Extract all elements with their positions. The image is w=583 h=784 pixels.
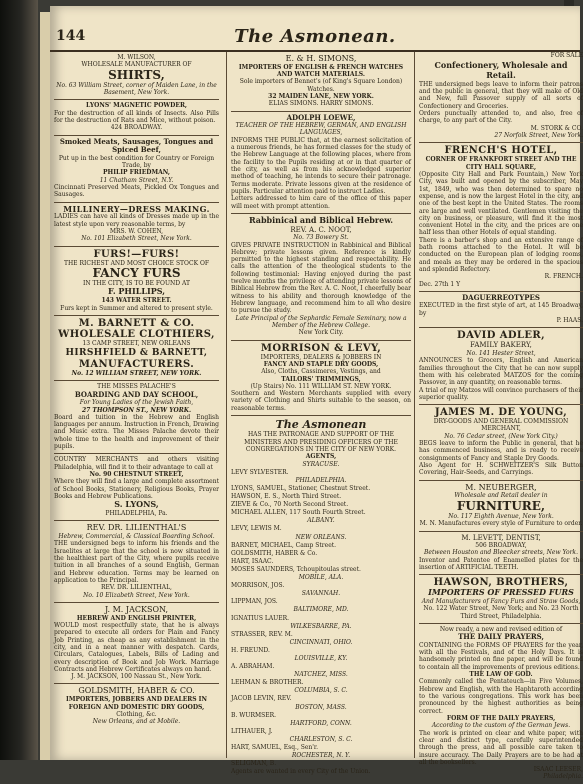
ad-form: FORM OF THE DAILY PRAYERS, xyxy=(446,714,556,722)
ad-note: Furs kept in Summer and altered to present style. xyxy=(60,304,213,312)
ad-de-young xyxy=(419,405,583,481)
agents-list xyxy=(231,461,411,769)
ad-address: No. 63 William Street, corner of Maiden Lane, in the Basement, New York. xyxy=(56,81,217,97)
ad-line: Between Houston and Bleecker streets, New York. xyxy=(424,549,578,557)
ad-address-2: No. 12 WILLIAM STREET, NEW YORK. xyxy=(71,370,202,378)
ad-body: GIVES PRIVATE INSTRUCTION in Rabbinical and Biblical Hebrew; private lessons given. Reference is kindly permitted to the highest standing and respectability. He calls the attention of the theological students to the following testimonial: Having enjoyed during the past twelve months the privilege of attending private lessons of Biblical Hebrew from the Rev. A. C. Noot, I cheerfully bear witness to his ability and thorough knowledge of the Hebrew language, and recommend him to all who desire to pursue the study. xyxy=(231,241,411,315)
ad-line: IMPORTERS, JOBBERS AND DEALERS IN xyxy=(66,696,207,704)
agent-name: LIPPMAN, JOS. xyxy=(231,598,278,606)
ad-address: No. 117 Eighth Avenue, New York. xyxy=(448,512,554,520)
ad-sign: Late Principal of the Sephardic Female Seminary, now a Member of the Hebrew College. xyxy=(235,314,407,329)
ad-address: J. M. JACKSON, 100 Nassau St., New York. xyxy=(71,673,202,681)
ad-furs xyxy=(54,247,219,316)
ad-name: M. BARNETT & CO. xyxy=(78,317,195,329)
agent-name: HART, SAMUEL, Esq., Sen'r. xyxy=(231,744,319,751)
ad-address: 27 Norfolk Street, New York. xyxy=(494,132,583,139)
ad-name: J. M. JACKSON, xyxy=(104,604,169,614)
ad-body: THE undersigned begs to inform his friends and the Israelites at large that the school is now situated in the healthiest part of the City, where pupils receive tuition in all branches of a sound English, German and Hebrew education. Terms may be learned on application to the Principal. xyxy=(54,540,219,584)
ad-line: And Manufacturers of Fancy Furs and Straw Goods, xyxy=(421,598,581,606)
agent-name: MOSES SAUNDERS, Tchoupitoulas street. xyxy=(231,565,361,573)
ad-body: WOULD most respectfully state, that he is always prepared to execute all orders for Plain and Fancy Job Printing, as cheap as any establishment in the city, and in a neat manner with despatch. Cards, Circulars, Catalogues, Labels, Bills of Lading and every description of Book and Job Work. Marriage Contracts and Hebrew Certificates always on hand. xyxy=(54,621,219,673)
ad-title: FURS!—FURS! xyxy=(93,248,180,260)
ad-title: MILLINERY—DRESS MAKING. xyxy=(63,203,210,214)
ad-line: IMPORTERS OF PRESSED FURS xyxy=(428,587,574,598)
agent-name: B. WURMSER. xyxy=(231,711,277,719)
agent-name: SELIGMAN, B. xyxy=(231,760,277,768)
ad-leeser-prayers xyxy=(419,624,583,784)
ad-noot xyxy=(231,214,411,341)
agent-city: NEW ORLEANS. xyxy=(295,533,347,541)
ad-title: THE MISSES PALACHE'S xyxy=(97,383,176,391)
ad-title: REV. DR. LILIENTHAL'S xyxy=(86,523,187,533)
agent-name: MORRISON, JOS. xyxy=(231,582,285,590)
ad-line: FANCY AND STAPLE DRY GOODS, xyxy=(263,360,379,368)
ad-line: TAILORS' TRIMMINGS, xyxy=(281,375,361,383)
ad-body: (Opposite City Hall and Park Fountain,) New York City, was built and opened by the subscriber, May 1st, 1849, who was then determined to spare no expense, and is now the largest Hotel in the city, and one of the best kept in the United States. The rooms are large and well ventilated. Gentlemen visiting the city on business, or pleasure, will find it the most convenient Hotel in the city, and the prices are one half less than other Hotels of equal standing. xyxy=(419,170,583,237)
ad-names: ELIAS SIMONS. HARRY SIMONS. xyxy=(268,100,374,108)
ad-note: Southern and Western Merchants supplied with every variety of Clothing and Shirts suitable to the season, on reasonable terms. xyxy=(231,390,411,412)
ad-name: REV. DR. LILIENTHAL, xyxy=(101,584,172,592)
ad-body: BEGS leave to inform the Public in general, that he has commenced business, and is ready to receive consignments of Fancy and Staple Dry Goods. xyxy=(419,440,583,462)
agent-name: ZIEVE & Co., 70 North Second Street. xyxy=(231,501,349,509)
agent-name: GOLDSMITH, HABER & Co. xyxy=(231,549,318,557)
ad-body: Board and tuition in the Hebrew and English languages per annum. Instruction in French, Drawing and Music extra. The Misses Palache devote their whole time to the health and improvement of their pupils. xyxy=(54,413,219,451)
ad-stork xyxy=(419,59,583,143)
ad-address: 424 BROADWAY. xyxy=(110,124,163,132)
ad-lilienthal xyxy=(54,521,219,603)
ad-name: HAWSON, BROTHERS, xyxy=(433,577,569,589)
agent-name: LYONS, SAMUEL, Stationer, Chestnut Street. xyxy=(231,485,371,492)
ad-title: FRENCH'S HOTEL, xyxy=(444,145,558,157)
ad-body: THE undersigned begs leave to inform their patrons and the public in general, that they will make of Old and New, full Passover supply of all sorts of Confectionery and Groceries. xyxy=(419,80,583,110)
ad-title: LYONS' MAGNETIC POWDER, xyxy=(85,102,188,110)
agent-name: H. FREUND. xyxy=(231,646,270,654)
ad-morrison xyxy=(231,341,411,417)
ad-line: CORNER OF FRANKFORT STREET AND THE CITY HALL SQUARE, xyxy=(425,156,577,171)
ad-line: Wholesale and Retail dealer in xyxy=(454,492,548,500)
agent-city: SYRACUSE. xyxy=(302,460,340,468)
ad-law: THE LAW OF GOD. xyxy=(469,671,533,679)
ad-palache xyxy=(54,381,219,454)
ad-line: TEACHER OF THE HEBREW, GERMAN, AND ENGLISH LANGUAGES, xyxy=(235,122,407,137)
ad-note: M. N. Manufactures every style of Furniture to order. xyxy=(419,520,583,528)
ad-address: (Up Stairs) No. 111 WILLIAM ST. NEW YORK. xyxy=(250,382,392,390)
ad-name: E. & H. SIMONS, xyxy=(285,54,357,63)
ad-name: M. NEUBERGER, xyxy=(465,482,537,492)
agent-name: HART, ISAAC. xyxy=(231,557,274,565)
agent-city: PHILADELPHIA. xyxy=(295,476,347,484)
ad-product: FANCY FURS xyxy=(92,265,181,280)
agent-city: CINCINNATI, OHIO. xyxy=(289,638,353,646)
ad-name: PHILIP FRIEDMAN, xyxy=(103,169,170,177)
ad-hawson xyxy=(419,575,583,624)
agent-city: WILKESBARRE, PA. xyxy=(290,622,352,630)
ad-line: WHOLESALE MANUFACTURER OF xyxy=(81,61,192,69)
ad-name: MRS. W. COHEN, xyxy=(109,228,164,236)
agent-name: LEHMAN & BROTHER. xyxy=(231,679,304,687)
agent-city: ALBANY. xyxy=(307,517,335,525)
ad-date: Dec. 27th 1 Y xyxy=(419,280,461,288)
ad-smoked-meats xyxy=(54,136,219,203)
ad-city: Philadelphia. xyxy=(543,773,583,781)
agent-city: MOBILE, ALA. xyxy=(298,574,344,582)
ad-address: No. 76 Cedar street, (New York City.) xyxy=(444,432,558,440)
ad-title: The Asmonean xyxy=(275,418,367,432)
column-left xyxy=(54,52,219,758)
book-spine xyxy=(0,0,38,760)
ad-body: Put up in the best condition for Country or Foreign Trade, by xyxy=(58,154,215,170)
ad-barnett xyxy=(54,316,219,382)
agent-name: IGNATIUS LAUER. xyxy=(231,614,290,622)
ad-line: BOARDING AND DAY SCHOOL, xyxy=(74,389,199,399)
ad-body: Inventor and Patentee of Enamelled plates for the insertion of ARTIFICIAL TEETH. xyxy=(419,556,583,571)
agent-name: LEVY SYLVESTER. xyxy=(231,468,289,476)
ad-address: 32 MAIDEN LANE, NEW YORK. xyxy=(268,93,374,100)
agent-city: BOSTON, MASS. xyxy=(295,703,347,711)
ad-address: 13 CAMP STREET, NEW ORLEANS xyxy=(82,339,191,347)
ad-body-2: Orders punctually attended to, and also, free of charge, to any part of the City. xyxy=(419,110,583,125)
ad-address: 11 Chatham Street, N.Y. xyxy=(99,176,174,184)
ad-city: PHILADELPHIA, Pa. xyxy=(105,510,168,518)
ad-name: S. LYONS, xyxy=(114,499,159,510)
ad-line: Sole importers of Bennet's (of King's Square London) Watches. xyxy=(239,78,403,93)
ad-trade-2: MANUFACTURERS. xyxy=(78,359,195,371)
ad-body: Where they will find a large and complete assortment of School Books, Stationery, Religious Books, Prayer Books and Hebrew Publications. xyxy=(54,478,219,500)
ad-line: IMPORTERS, DEALERS & JOBBERS IN xyxy=(260,353,382,361)
column-middle xyxy=(226,52,411,776)
ad-line: Hebrew, Commercial, & Classical Boarding School. xyxy=(58,533,215,541)
page xyxy=(50,6,583,781)
ad-asmonean-agents xyxy=(231,416,411,779)
agent-city: ROCHESTER, N. Y. xyxy=(291,752,351,760)
ad-body: For the destruction of all kinds of Insects. Also Pills for the destruction of Rats and Mice, without poison. xyxy=(54,109,219,125)
ad-address: 27 THOMPSON ST., NEW YORK. xyxy=(81,406,192,414)
ad-goldsmith xyxy=(54,684,219,728)
ad-line: According to the custom of the German Jews. xyxy=(431,722,571,730)
ad-body: EXECUTED in the first style of art, at 145 Broadway, by xyxy=(419,302,583,317)
ad-name: M. WILSON, xyxy=(117,54,156,61)
ad-note: Also Agent for H. SCHWEITZER'S Silk Button Covering, Hair-Seeds, and Carryings. xyxy=(419,462,583,477)
agent-name: MICHAEL ALLEN, 117 South Fourth Street. xyxy=(231,509,366,517)
agent-city: CHARLESTON, S. C. xyxy=(289,735,353,743)
ad-body: HAS THE PATRONAGE AND SUPPORT OF THE MINISTERS AND PRESIDING OFFICERS OF THE CONGREGATIONS IN THE CITY OF NEW YORK. xyxy=(244,431,398,454)
ad-title: THE DAILY PRAYERS, xyxy=(458,632,544,642)
ad-note: Letters addressed to him care of the office of this paper will meet with prompt attention. xyxy=(231,195,411,210)
ad-title: Confectionery, Wholesale and Retail. xyxy=(434,60,568,81)
ad-line: For Young Ladies of the Jewish Faith, xyxy=(79,399,194,407)
agent-name: LITHAUER, J. xyxy=(231,727,273,735)
agent-city: SAVANNAH. xyxy=(301,590,341,598)
ad-name: P. HAAS. xyxy=(556,317,583,325)
agent-city: LOUISVILLE, KY. xyxy=(294,654,348,662)
ad-adler xyxy=(419,328,583,405)
ad-name-2: HIRSHFIELD & BARNETT, xyxy=(65,348,208,359)
ad-body: LADIES can have all kinds of Dresses made up in the latest style upon very reasonable terms, by xyxy=(54,213,219,228)
ad-address-2: New York City. xyxy=(298,329,344,337)
ad-trade: FAMILY BAKERY, xyxy=(470,341,532,350)
ad-address: No. 141 Hester Street, xyxy=(466,349,536,357)
ad-wilson xyxy=(54,52,219,100)
ad-levett xyxy=(419,532,583,576)
ad-name: GOLDSMITH, HABER & CO. xyxy=(78,686,195,696)
ad-body-3: The work is printed on clear and white paper, with clear and distinct type, carefully superintended through the press, and all possible care taken to insure accuracy. The Daily Prayers are to be had at all the booksellers. xyxy=(419,729,583,766)
ad-loewe xyxy=(231,112,411,214)
agent-city: BALTIMORE, MD. xyxy=(293,606,349,614)
agent-name: HAWSON, E. S., North Third Street. xyxy=(231,493,342,501)
ad-body: CONTAINING the FORMS OF PRAYERS for the year, with all the Festivals, and of the Holy Days. It is handsomely printed on fine paper, and will be found to contain all the improvements of previous editions. xyxy=(419,641,583,671)
ad-line: Now ready, a new and revised edition of xyxy=(439,625,563,633)
ad-simons xyxy=(231,52,411,112)
ad-body: INFORMS THE PUBLIC that, at the earnest solicitation of a numerous friends, he has formed classes for the study of the Hebrew Language at the following places, where from the facility to the Pupils residing at or in that quarter of the city, as well as from his acknowledged superior method of teaching, he intends to secure their patronage. Terms moderate. Private lessons given at the residence of pupils. Particular attention paid to instruct Ladies. xyxy=(231,136,411,195)
ad-note: Cincinnati Preserved Meats, Pickled Ox Tongues and Sausages. xyxy=(54,184,219,199)
ad-note: A trial of my Matzos will convince purchasers of their superior quality. xyxy=(419,386,583,401)
agent-name: BARNET, MICHAEL, Camp Street. xyxy=(231,541,337,549)
agent-name: STRASSER, REV. M. xyxy=(231,630,293,638)
agent-city: HARTFORD, CONN. xyxy=(290,719,352,727)
ad-line: Clothing, &c. xyxy=(116,710,157,718)
agent-city: NATCHEZ, MISS. xyxy=(294,671,348,679)
ad-name: JAMES M. DE YOUNG, xyxy=(434,407,568,419)
ad-line: IMPORTERS OF ENGLISH & FRENCH WATCHES AND WATCH MATERIALS. xyxy=(238,63,404,79)
ad-address: No. 122 Water Street, New York; and No. 23 North Third Street, Philadelphia. xyxy=(423,605,579,620)
ad-address: 506 BROADWAY, xyxy=(475,542,527,550)
for-sale-label: FOR SALE xyxy=(550,52,583,59)
ad-title: Smoked Meats, Sausages, Tongues and Spiced Beef, xyxy=(59,136,214,155)
ad-sign: ISAAC LEESER, xyxy=(533,766,583,774)
ad-sub: AGENTS, xyxy=(305,453,337,461)
ad-title: COUNTRY MERCHANTS and others visiting Philadelphia, will find it to their advantage to call at xyxy=(54,456,219,471)
ad-line: FOREIGN AND DOMESTIC DRY GOODS, xyxy=(68,703,205,711)
ad-name: MORRISON & LEVY, xyxy=(260,342,382,354)
ad-millinery xyxy=(54,203,219,247)
ad-title: Rabbinical and Biblical Hebrew. xyxy=(248,214,394,225)
ad-body-2: Commonly called the Pentateuch—in Five Volumes, Hebrew and English, with the Haphtaroth according to the various congregations. This work has been pronounced by the highest authorities as being correct. xyxy=(419,678,583,715)
page-number: 144 xyxy=(56,28,86,44)
ad-address: New Orleans, and at Mobile. xyxy=(92,718,181,726)
ad-name: ADOLPH LOEWE, xyxy=(286,112,356,122)
agent-name: JACOB LEVIN, REV. xyxy=(231,695,292,703)
ad-trade: WHOLESALE CLOTHIERS, xyxy=(58,328,215,340)
ad-title: DAGUERREOTYPES xyxy=(462,292,540,302)
ad-product: SHIRTS, xyxy=(108,67,165,82)
ad-lyons xyxy=(54,100,219,135)
ad-name: REV. A. C. NOOT, xyxy=(290,225,352,234)
ad-line: DRY-GOODS AND GENERAL COMMISSION MERCHANT, xyxy=(433,418,569,433)
agent-name: LEVY, LEWIS M. xyxy=(231,525,282,533)
ad-body: ANNOUNCES to Grocers, English and American families throughout the City that he can now supply them with his celebrated MATZOS for the coming Passover, in any quantity, on reasonable terms. xyxy=(419,357,583,387)
ad-lyons-philadelphia xyxy=(54,454,219,521)
ad-name: M. LEVETT, DENTIST, xyxy=(461,533,541,542)
ad-line: HEBREW AND ENGLISH PRINTER, xyxy=(76,614,197,622)
page-title: The Asmonean. xyxy=(234,26,396,47)
ad-address: 143 WATER STREET. xyxy=(101,297,172,305)
ad-name: M. STORK & CO. xyxy=(530,124,583,132)
ad-trade: FURNITURE, xyxy=(456,498,546,513)
ad-name: F. PHILLIPS, xyxy=(107,286,166,297)
ad-line: IN THE CITY, IS TO BE FOUND AT xyxy=(82,280,191,288)
ad-address: No. 90 CHESTNUT STREET, xyxy=(89,471,184,479)
ad-address: No. 101 Elizabeth Street, New York. xyxy=(81,235,192,243)
ad-name: R. FRENCH. xyxy=(544,273,583,281)
ad-line: THE RICHEST AND MOST CHOICE STOCK OF xyxy=(63,259,210,267)
ad-daguerreotypes xyxy=(419,292,583,328)
ad-neuberger xyxy=(419,481,583,532)
agent-city: COLUMBIA, S. C. xyxy=(294,687,348,695)
ad-french-hotel xyxy=(419,143,583,292)
agents-note: Agents are wanted in every City of the Union. xyxy=(231,768,371,776)
ad-jackson xyxy=(54,603,219,685)
page-header xyxy=(50,28,580,52)
ad-address: No. 73 Bowery St. xyxy=(293,234,349,242)
agent-name: A. ABRAHAM. xyxy=(231,663,275,671)
column-right xyxy=(414,52,583,781)
ad-line: Also, Cloths, Cassimeres, Vestings, and xyxy=(261,368,381,376)
ad-address: No. 10 Elizabeth Street, New York. xyxy=(83,591,190,599)
ad-name: DAVID ADLER, xyxy=(457,330,545,342)
ad-body-2: There is a barber's shop and an extensive range of bath rooms attached to the Hotel. It will be conducted on the European plan of lodging rooms, and meals as they may be ordered in the spacious and splendid Refectory. xyxy=(419,236,583,273)
